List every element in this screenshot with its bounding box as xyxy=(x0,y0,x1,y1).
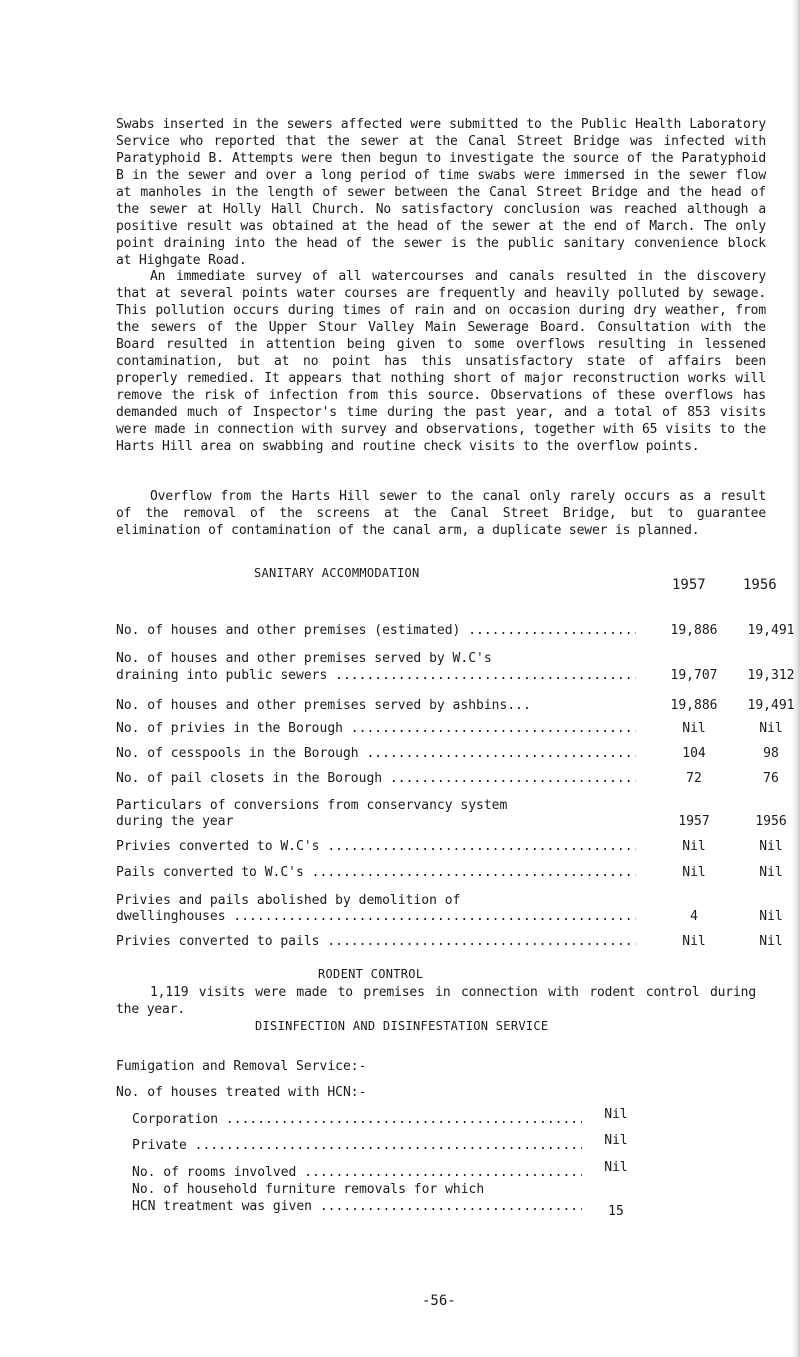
table-row: No. of houses and other premises served by ashbins... 19,886 19,491 xyxy=(116,698,795,713)
heading-disinfection: DISINFECTION AND DISINFESTATION SERVICE xyxy=(255,1019,549,1033)
fumigation-label: Fumigation and Removal Service:- xyxy=(116,1059,367,1074)
conversions-label-line1: Particulars of conversions from conservancy system xyxy=(116,798,508,813)
fumigation-row-label: Private ..... xyxy=(132,1137,582,1154)
fumigation-row-label: No. of rooms involved ..... xyxy=(132,1164,582,1181)
paragraph-swabs: Swabs inserted in the sewers affected were submitted to the Public Health Laboratory Service who reported that the sewer at the Canal Street Bridge was infected with Paratyphoid B. Attempts were then begun to investigate the source of the Paratyphoid B in the sewer and over a long period of time swabs were immersed in the sewer flow at manholes in the length of sewer between the Canal Street Bridge and the head of the sewer at Holly Hall Church. No satisfactory conclusion was reached although a positive result was obtained at the head of the sewer at the end of March. The only point draining into the head of the sewer is the public sanitary convenience block at Highgate Road. xyxy=(116,117,766,268)
hcn-label: No. of houses treated with HCN:- xyxy=(116,1085,367,1100)
row-label-line1: Privies and pails abolished by demolition of xyxy=(116,893,461,908)
paragraph-overflow: Overflow from the Harts Hill sewer to the canal only rarely occurs as a result of the removal of the screens at the Canal Street Bridge, but to guarantee elimination of contamination of the canal arm, a duplicate sewer is planned. xyxy=(116,489,766,538)
row-label-line1: No. of houses and other premises served by W.C's xyxy=(116,651,492,666)
fumigation-row-value: Nil xyxy=(604,1107,628,1122)
year-header-1956: 1956 xyxy=(743,577,777,593)
table-row: No. of houses and other premises (estimated) ..... 19,886 19,491 xyxy=(116,622,736,639)
fumigation-row-value: 15 xyxy=(608,1204,624,1219)
fumigation-row-value: Nil xyxy=(604,1160,628,1175)
table-row: No. of privies in the Borough ..... Nil Nil xyxy=(116,720,736,737)
fumigation-row-label: HCN treatment was given ..... xyxy=(132,1198,582,1215)
paragraph-survey: An immediate survey of all watercourses and canals resulted in the discovery that at several points water courses are frequently and heavily polluted by sewage. This pollution occurs during times of rain and on occasion during dry weather, from the sewers of the Upper Stour Valley Main Sewerage Board. Consultation with the Board resulted in attention being given to some overflows resulting in lessened contamination, but at no point has this unsatisfactory state of affairs been properly remedied. It appears that nothing short of major reconstruction works will remove the risk of infection from this source. Observations of these overflows has demanded much of Inspector's time during the past year, and a total of 853 visits were made in connection with survey and observations, together with 65 visits to the Harts Hill area on swabbing and routine check visits to the overflow points. xyxy=(116,269,766,454)
heading-sanitary-accommodation: SANITARY ACCOMMODATION xyxy=(254,566,420,580)
conversions-header-row: during the year 1957 1956 xyxy=(116,814,787,829)
table-row: Pails converted to W.C's ..... Nil Nil xyxy=(116,864,736,881)
table-row: draining into public sewers ..... 19,707 19,312 xyxy=(116,667,736,684)
table-row: Privies converted to W.C's ..... Nil Nil xyxy=(116,838,736,855)
paragraph-rodent: 1,119 visits were made to premises in connection with rodent control during the year. xyxy=(116,985,756,1017)
fumigation-row-value: Nil xyxy=(604,1133,628,1148)
table-row: No. of cesspools in the Borough ..... 104 98 xyxy=(116,745,736,762)
table-row: Privies converted to pails ..... Nil Nil xyxy=(116,933,736,950)
heading-rodent-control: RODENT CONTROL xyxy=(318,967,424,981)
table-row: No. of pail closets in the Borough ..... 72 76 xyxy=(116,770,736,787)
fumigation-row-label: Corporation ..... xyxy=(132,1111,582,1128)
fumigation-row-label-line1: No. of household furniture removals for which xyxy=(132,1182,485,1197)
year-header-1957: 1957 xyxy=(672,577,706,593)
table-row: dwellinghouses ..... 4 Nil xyxy=(116,908,736,925)
page-number: -56- xyxy=(422,1293,456,1309)
